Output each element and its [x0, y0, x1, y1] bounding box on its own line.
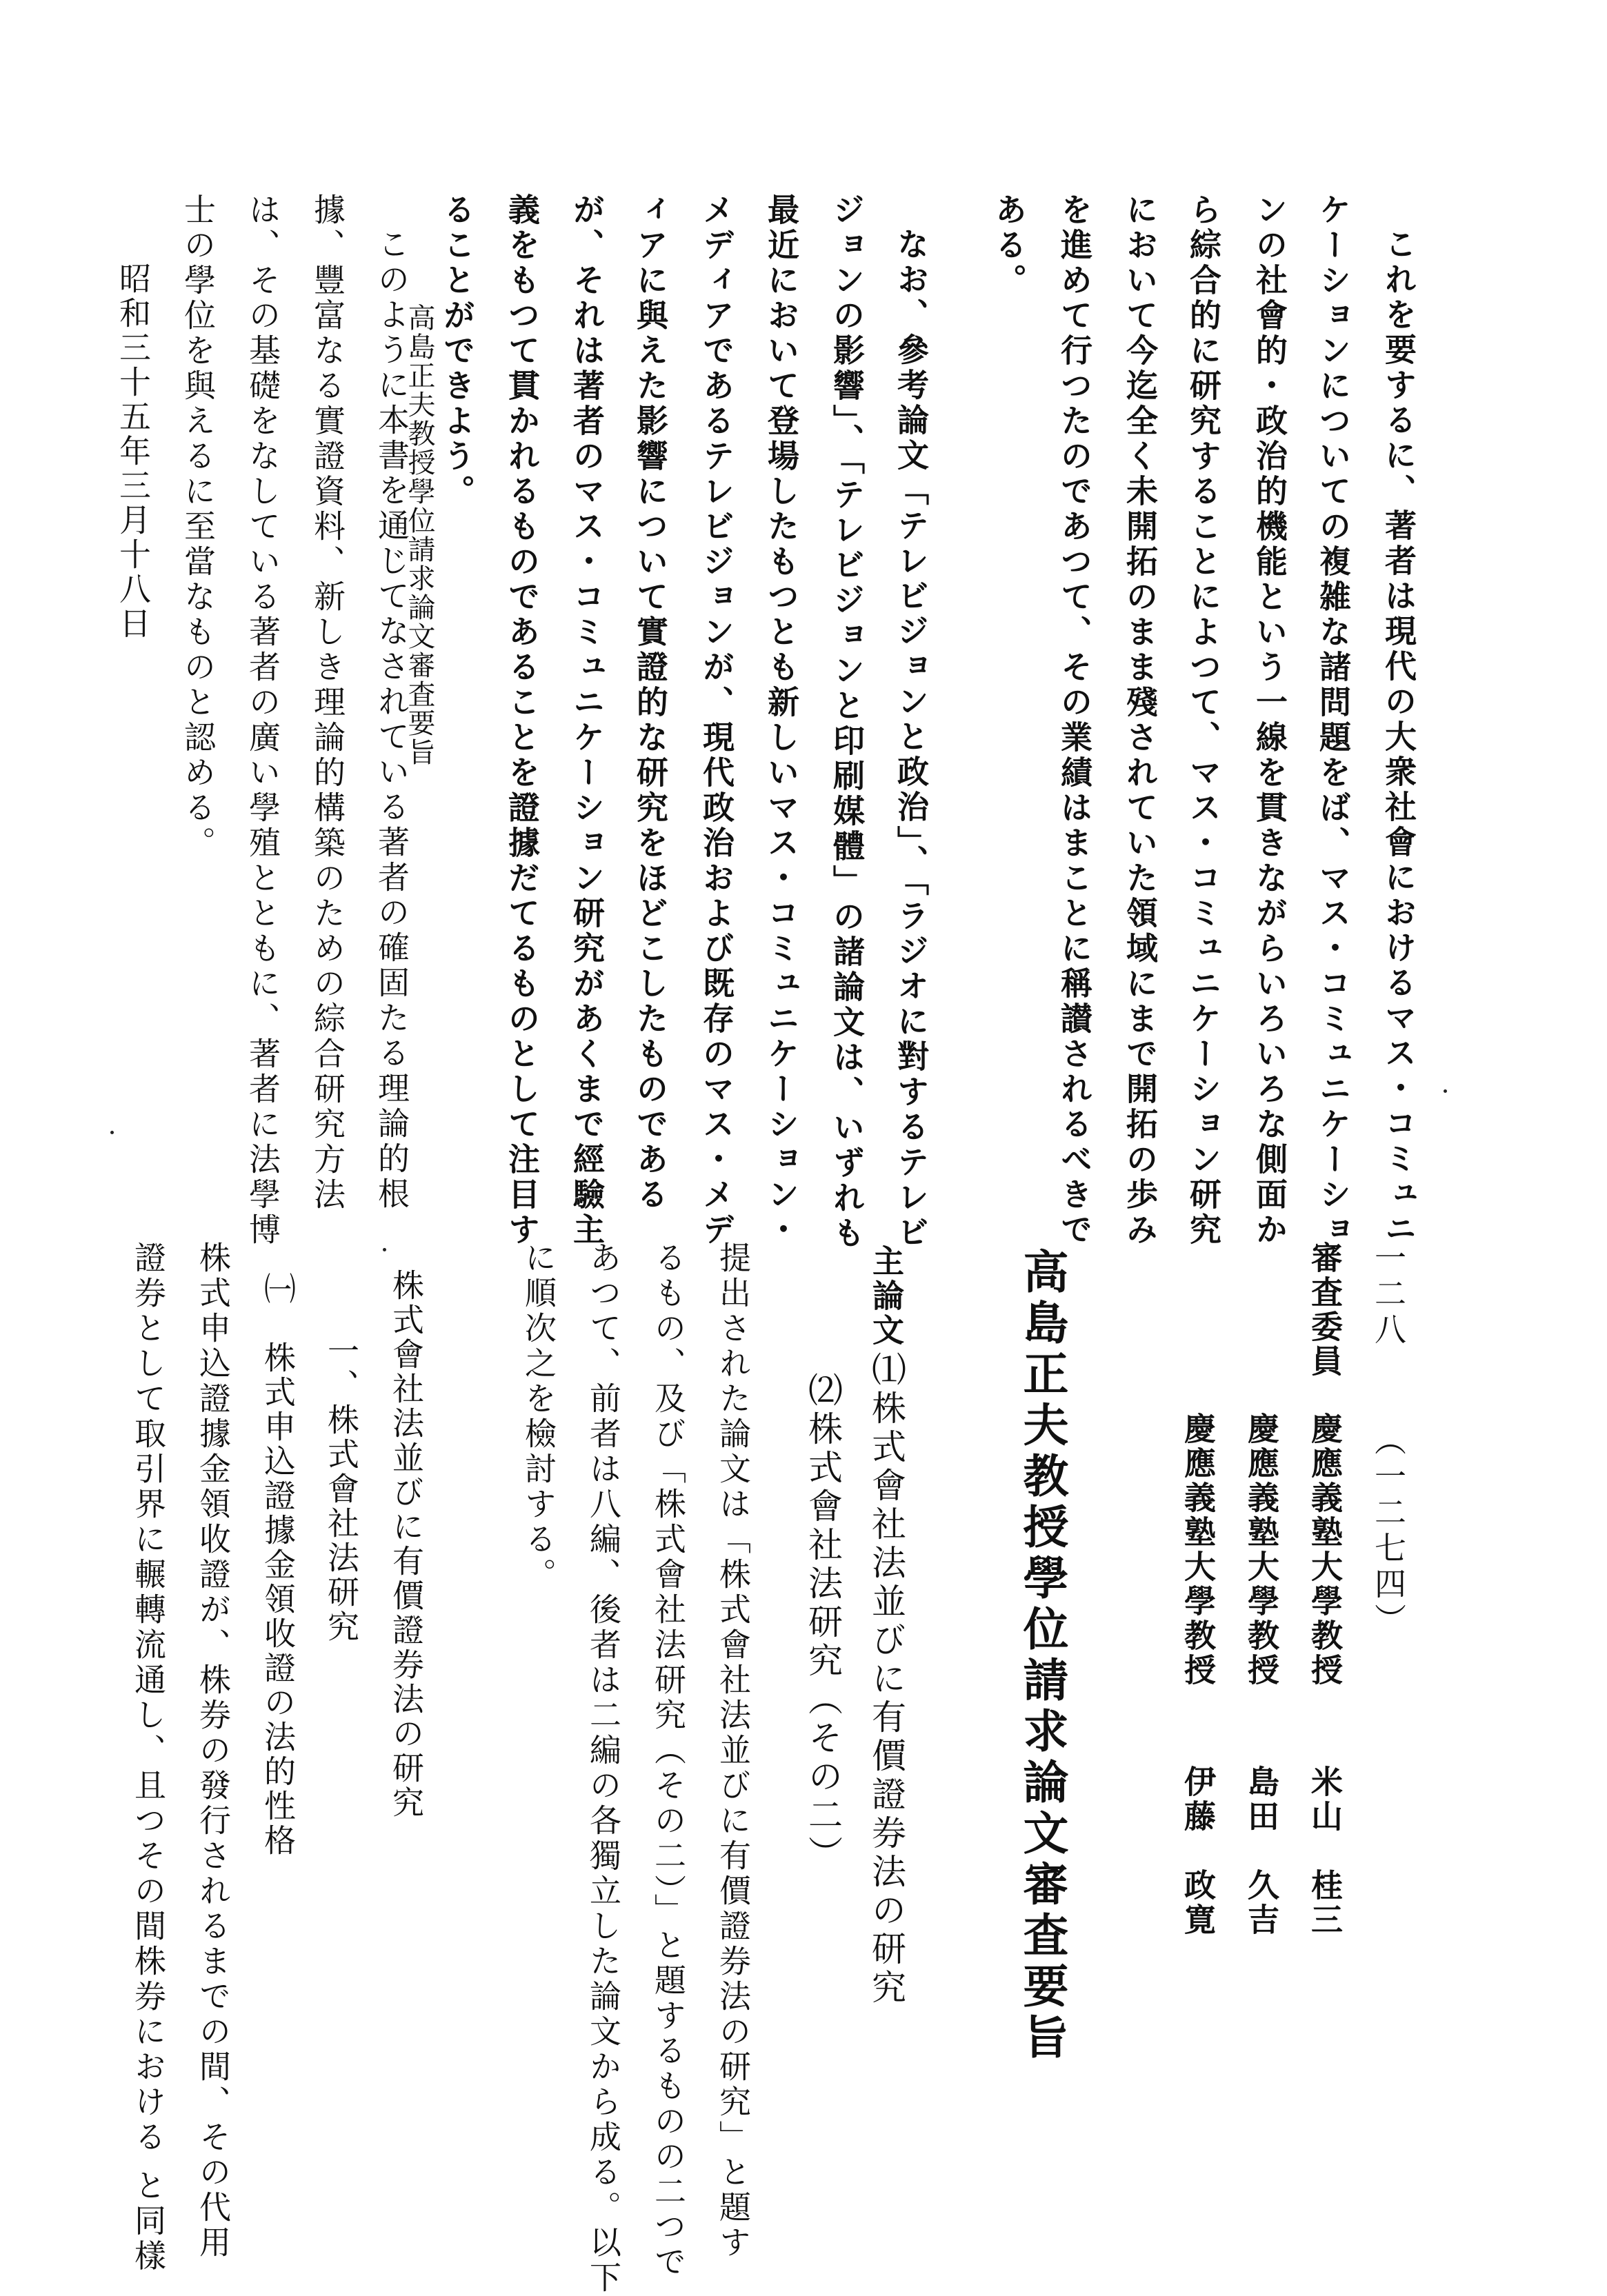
reference-line: ることができよう。: [439, 193, 476, 510]
page-title: 高島正夫教授學位請求論文審査要旨: [1015, 1248, 1069, 2064]
reference-line: 最近において登場したもつとも新しいマス・コミュニケーション・: [763, 193, 800, 1248]
reference-line: が、それは著者のマス・コミュニケーション研究があくまで經驗主: [568, 193, 606, 1248]
committee-member-name: 米山 桂三: [1306, 1765, 1344, 1937]
intro-line: に順次之を檢討する。: [520, 1241, 557, 1593]
main-thesis-label: 主論文: [868, 1245, 905, 1348]
conclusion-line: このように本書を通じてなされている著者の確固たる理論的根: [373, 228, 410, 1212]
main-thesis-item: ⑴株式會社法並びに有價證券法の研究: [866, 1351, 906, 2008]
scan-speck: [110, 1131, 114, 1134]
reference-line: 義をもつて貫かれるものであることを證據だてるものとして注目す: [503, 193, 541, 1248]
committee-label: 審査委員: [1306, 1241, 1344, 1379]
conclusion-line: 據、豐富なる實證資料、新しき理論的構築のための綜合研究方法: [309, 193, 346, 1213]
intro-line: るもの、及び「株式會社法研究（その二）」と題するものの二つで: [650, 1241, 687, 2280]
reference-line: ジョンの影響」、「テレビジョンと印刷媒體」の諸論文は、いずれも: [828, 193, 866, 1251]
conclusion-line: 士の學位を與えるに至當なものと認める。: [179, 193, 217, 861]
committee-affiliation: 慶應義塾大學教授: [1243, 1412, 1280, 1688]
intro-line: 提出された論文は「株式會社法並びに有價證券法の研究」と題す: [715, 1241, 752, 2261]
reference-line: メディアであるテレビジョンが、現代政治および既存のマス・メデ: [698, 193, 735, 1248]
reference-line: ィアに與えた影響について實證的な研究をほどこしたものである: [632, 193, 669, 1213]
scan-speck: [1444, 1089, 1447, 1093]
summary-line: これを要するに、著者は現代の大衆社會におけるマス・コミュニ: [1380, 228, 1417, 1247]
item-line: 證券として取引界に輾轉流通し、且つその間株券における と同樣: [130, 1241, 167, 2275]
committee-member-name: 島田 久吉: [1243, 1765, 1280, 1937]
conclusion-line: は、その基礎をなしている著者の廣い學殖とともに、著者に法學博: [244, 193, 281, 1248]
subsection-title: 一、株式會社法研究: [323, 1334, 360, 1644]
committee-member-name: 伊藤 政寛: [1179, 1765, 1217, 1937]
summary-line: を進めて行つたのであつて、その業績はまことに稱讃されるべきで: [1056, 193, 1093, 1248]
item-title: ㈠ 株式申込證據金領收證の法的性格: [259, 1272, 297, 1858]
summary-line: ケーションについての複雑な諸問題をば、マス・コミュニケーショ: [1315, 193, 1352, 1248]
committee-affiliation: 慶應義塾大學教授: [1179, 1412, 1217, 1688]
page-number: 一二八: [1370, 1241, 1407, 1349]
summary-line: ら綜合的に研究することによつて、マス・コミュニケーション研究: [1185, 193, 1222, 1248]
running-head: 高島正夫教授學位請求論文審査要旨: [403, 303, 435, 767]
summary-line: において今迄全く未開拓のまま殘されていた領域にまで開拓の歩み: [1121, 193, 1159, 1248]
scan-speck: [383, 1248, 386, 1251]
date: 昭和三十五年三月十八日: [114, 262, 152, 641]
page-number-paren: （一二七四）: [1370, 1424, 1407, 1639]
section-title: 株式會社法並びに有價證券法の研究: [388, 1269, 425, 1820]
summary-line: ンの社會的・政治的機能という一線を貫きながらいろいろな側面か: [1251, 193, 1288, 1248]
main-thesis-item: ⑵株式會社法研究（その二）: [803, 1372, 843, 1874]
summary-line: ある。: [990, 193, 1028, 299]
reference-line: なお、參考論文「テレビジョンと政治」、「ラジオに對するテレビ: [892, 228, 930, 1251]
item-line: 株式申込證據金領收證が、株券の發行されるまでの間、その代用: [194, 1241, 232, 2261]
intro-line: あつて、前者は八編、後者は二編の各獨立した論文から成る。以下: [585, 1241, 622, 2296]
committee-affiliation: 慶應義塾大學教授: [1306, 1412, 1344, 1688]
